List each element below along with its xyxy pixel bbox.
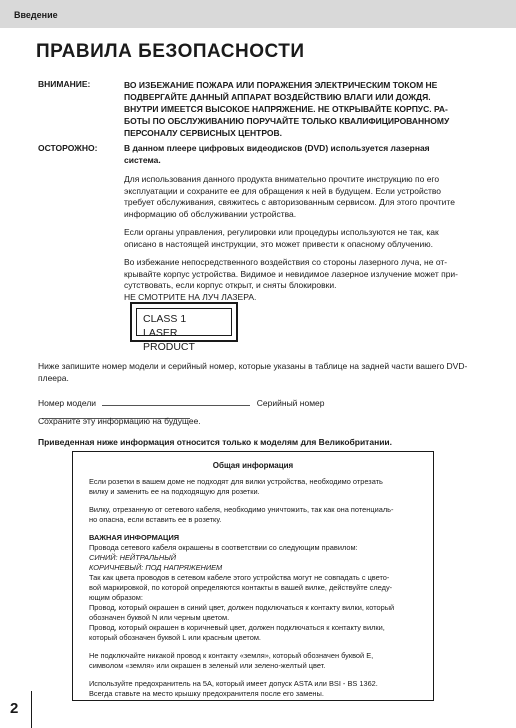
- general-paragraph: [89, 477, 419, 497]
- caution-lead: [124, 143, 476, 166]
- caution-lead-line: В данном плеере цифровых видеодисков (DVD) используется лазерная: [124, 143, 430, 153]
- general-line: Всегда ставьте на место крышку предохранителя после его замены.: [89, 689, 324, 698]
- laser-class-line: CLASS 1: [143, 313, 187, 325]
- fuse-note: [89, 679, 419, 699]
- caution-line: эксплуатации и сохраните ее для обращения к ней в будущем. Если устройство: [124, 185, 442, 196]
- wiring-rule-line: Провод, который окрашен в коричневый цвет, должен подключаться к контакту вилки,: [89, 623, 385, 632]
- model-number-label: Номер модели: [38, 398, 97, 408]
- general-info-content: [89, 477, 419, 707]
- general-line: символом «земля» или окрашен в зеленый или зелено-желтый цвет.: [89, 661, 326, 670]
- general-line: Вилку, отрезанную от сетевого кабеля, необходимо уничтожить, так как она потенциаль-: [89, 505, 394, 514]
- uk-note: Приведенная ниже информация относится только к моделям для Великобритании.: [38, 437, 393, 447]
- caution-paragraph-1: [124, 174, 476, 220]
- general-info-title: Общая информация: [212, 461, 294, 470]
- caution-line: Если органы управления, регулировки или процедуры используются не так, как: [124, 227, 439, 237]
- warning-line: ПЕРСОНАЛУ СЕРВИСНЫХ ЦЕНТРОВ.: [124, 128, 283, 138]
- warning-text: [124, 79, 476, 139]
- caution-line: Для использования данного продукта внимательно прочтите инструкцию по его: [124, 174, 440, 184]
- page-margin-rule: [31, 691, 32, 728]
- warning-label: ВНИМАНИЕ:: [38, 79, 91, 89]
- laser-product-line: LASER PRODUCT: [143, 327, 195, 353]
- general-line: Используйте предохранитель на 5А, который имеет допуск ASTA или BSI - BS 1362.: [89, 679, 378, 688]
- wiring-rule-line: ющим образом:: [89, 593, 143, 602]
- wiring-rule-line: Так как цвета проводов в сетевом кабеле этого устройства могут не совпадать с цвето-: [89, 573, 390, 582]
- blue-wire-line: СИНИЙ: НЕЙТРАЛЬНЫЙ: [89, 553, 177, 562]
- general-line: но опасна, если вставить ее в розетку.: [89, 515, 222, 524]
- save-note: Сохраните эту информацию на будущее.: [38, 416, 201, 426]
- wiring-rule-line: обозначен буквой N или черным цветом.: [89, 613, 230, 622]
- general-line: вилку и заменить ее на подходящую для розетки.: [89, 487, 260, 496]
- laser-class-label-inner: [136, 308, 232, 353]
- caution-line: НЕ СМОТРИТЕ НА ЛУЧ ЛАЗЕРА.: [124, 291, 257, 302]
- laser-class-label: [130, 302, 238, 353]
- warning-line: ПОДВЕРГАЙТЕ ДАННЫЙ АППАРАТ ВОЗДЕЙСТВИЮ ВЛАГИ ИЛИ ДОЖДЯ.: [124, 92, 431, 102]
- serial-number-label: Серийный номер: [256, 398, 325, 408]
- general-line: Если розетки в вашем доме не подходят для вилки устройства, необходимо отрезать: [89, 477, 383, 486]
- caution-line: сутствовать, если корпус открыт, и сняты блокировки.: [124, 280, 337, 290]
- warning-line: ВО ИЗБЕЖАНИЕ ПОЖАРА ИЛИ ПОРАЖЕНИЯ ЭЛЕКТРИЧЕСКИМ ТОКОМ НЕ: [124, 80, 438, 90]
- record-note: Ниже запишите номер модели и серийный номер, которые указаны в таблице на задней части вашего DVD-плеера.: [38, 361, 468, 383]
- general-paragraph: [89, 505, 419, 525]
- section-name: Введение: [14, 10, 58, 20]
- important-section: [89, 533, 419, 643]
- brown-wire-line: КОРИЧНЕВЫЙ: ПОД НАПРЯЖЕНИЕМ: [89, 563, 223, 572]
- general-line: Не подключайте никакой провод к контакту «земля», который обозначен буквой E,: [89, 651, 374, 660]
- caution-text: [124, 143, 476, 310]
- caution-lead-line: система.: [124, 154, 161, 165]
- caution-paragraph-2: [124, 227, 476, 250]
- caution-line: информацию об обслуживании устройства.: [124, 208, 297, 219]
- warning-line: ВНУТРИ ИМЕЕТСЯ ВЫСОКОЕ НАПРЯЖЕНИЕ. НЕ ОТКРЫВАЙТЕ КОРПУС. РА-: [124, 104, 448, 114]
- page-number: 2: [10, 700, 19, 717]
- caution-line: Во избежание непосредственного воздействия со стороны лазерного луча, не от-: [124, 257, 448, 267]
- caution-label: ОСТОРОЖНО:: [38, 143, 98, 153]
- wiring-rule-line: вой маркировкой, по которой определяются контакты в вашей вилке, действуйте следу-: [89, 583, 393, 592]
- caution-line: крывайте корпус устройства. Видимое и невидимое лазерное излучение может при-: [124, 268, 459, 279]
- wiring-rule-line: который обозначен буквой L или красным цветом.: [89, 633, 261, 642]
- caution-paragraph-3: [124, 257, 476, 303]
- page-title: ПРАВИЛА БЕЗОПАСНОСТИ: [36, 41, 305, 62]
- warning-line: БОТЫ ПО ОБСЛУЖИВАНИЮ ПОРУЧАЙТЕ ТОЛЬКО КВАЛИФИЦИРОВАННОМУ: [124, 116, 450, 126]
- caution-line: требует обслуживания, свяжитесь с авторизованным сервисом. Для этого прочтите: [124, 197, 455, 207]
- earth-note: [89, 651, 419, 671]
- model-number-blank: [102, 397, 250, 406]
- general-info-box: [72, 451, 434, 701]
- important-heading: ВАЖНАЯ ИНФОРМАЦИЯ: [89, 533, 180, 542]
- section-header-bar: [0, 0, 516, 28]
- caution-line: описано в настоящей инструкции, это может привести к опасному облучению.: [124, 238, 434, 249]
- wiring-rule-line: Провод, который окрашен в синий цвет, должен подключаться к контакту вилки, который: [89, 603, 395, 612]
- important-intro: Провода сетевого кабеля окрашены в соответствии со следующим правилом:: [89, 543, 358, 552]
